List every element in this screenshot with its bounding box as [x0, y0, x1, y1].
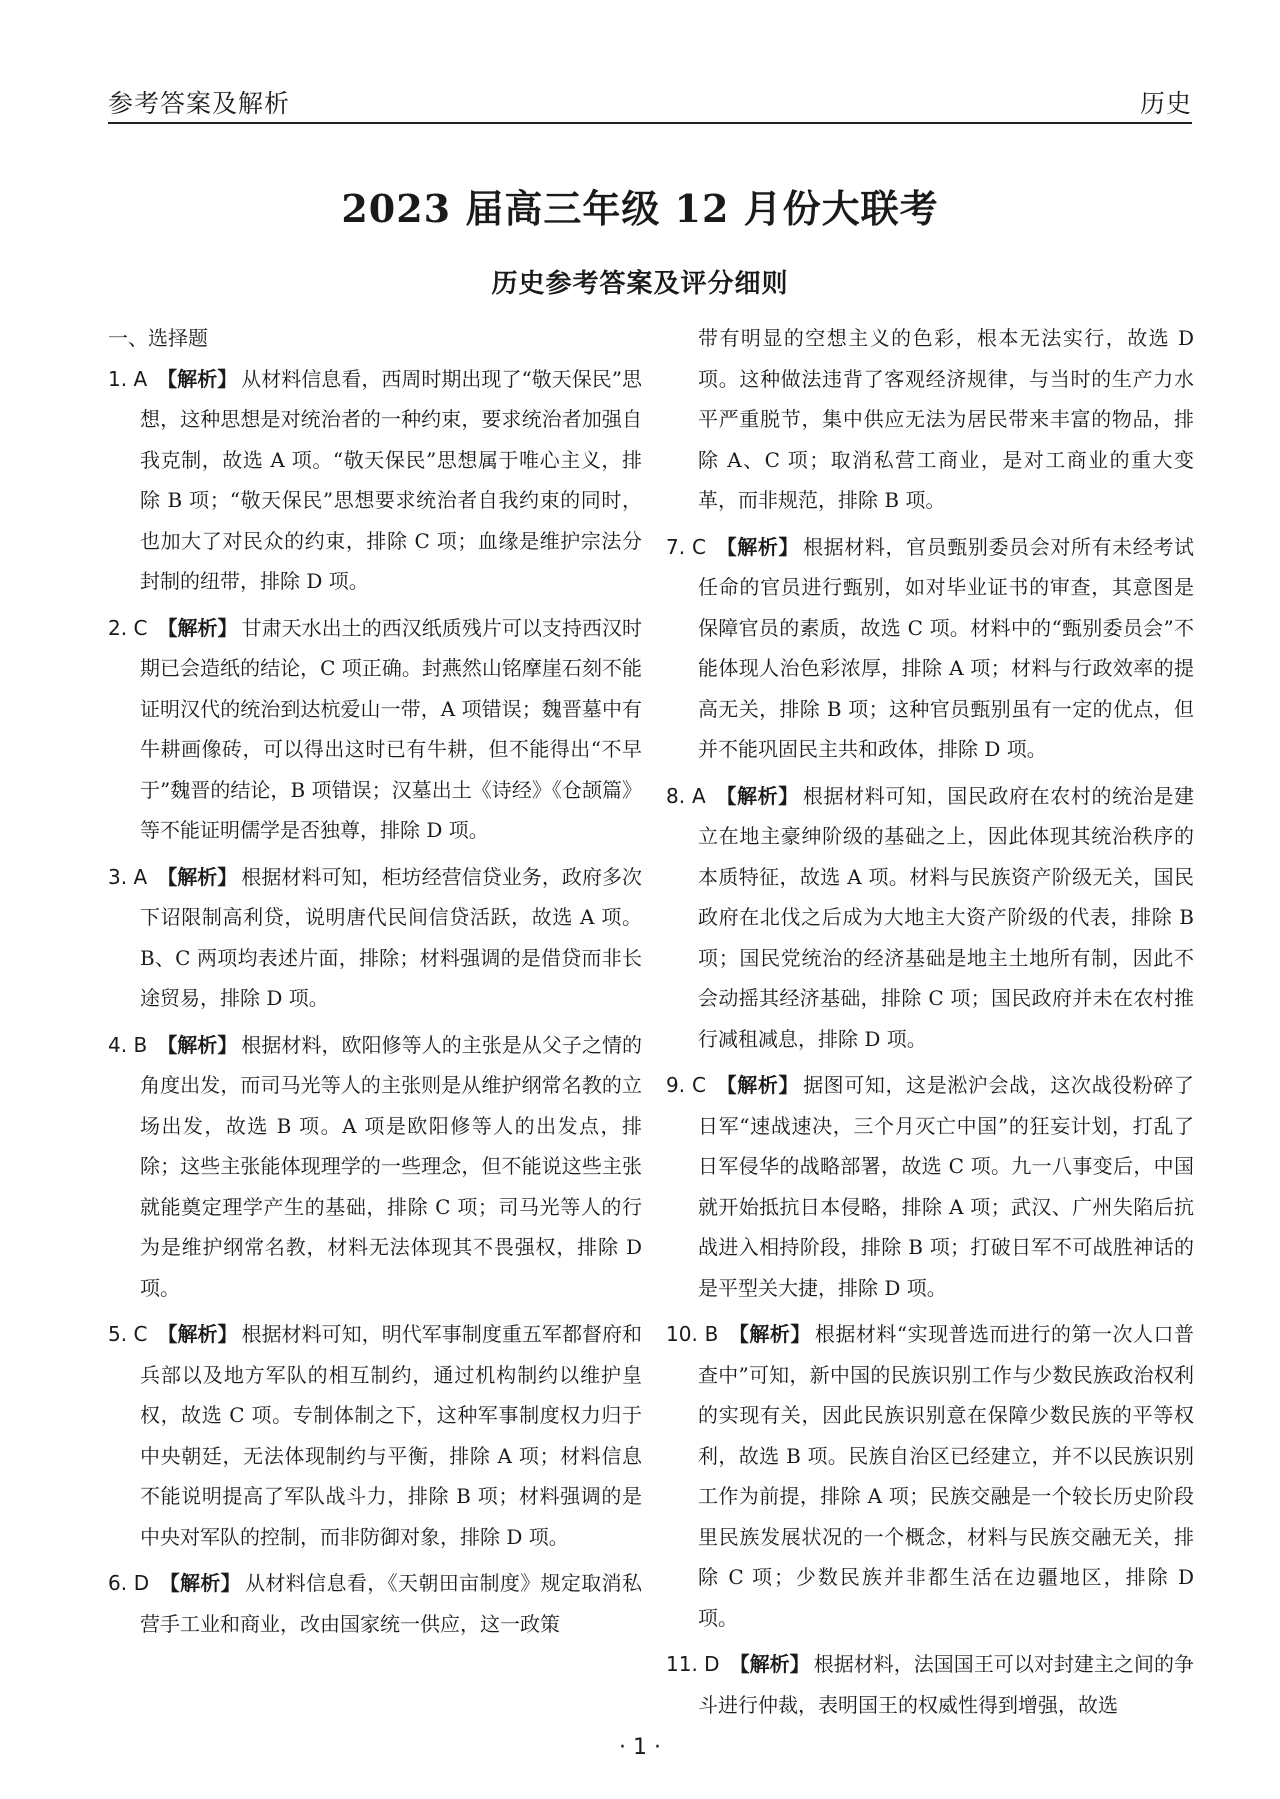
answer-item	[666, 776, 1194, 1060]
analysis-tag: 【解析】	[159, 1571, 242, 1595]
answer-explanation: 根据材料，官员甄别委员会对所有未经考试任命的官员进行甄别，如对毕业证书的审查，其意图是保障官员的素质，故选 C 项。材料中的“甄别委员会”不能体现人治色彩浓厚，排除 A 项；材料与行政效率的提高无关，排除 B 项；这种官员甄别虽有一定的优点，但并不能巩固民主共和政体，排除 D 项。	[698, 534, 1195, 761]
analysis-tag: 【解析】	[157, 615, 238, 640]
header-subject-label: 历史	[1139, 89, 1192, 118]
answer-number: 7. C	[666, 534, 707, 559]
answer-explanation: 根据材料，欧阳修等人的主张是从父子之情的角度出发，而司马光等人的主张则是从维护纲常名教的立场出发，故选 B 项。A 项是欧阳修等人的出发点，排除；这些主张能体现理学的一些理念，但不能说这些主张就能奠定理学产生的基础，排除 C 项；司马光等人的行为是维护纲常名教，材料无法体现其不畏强权，排除 D 项。	[140, 1032, 643, 1300]
analysis-tag: 【解析】	[157, 1322, 238, 1346]
answer-item	[666, 1644, 1194, 1725]
answer-number: 2. C	[108, 615, 148, 640]
analysis-tag: 【解析】	[157, 366, 238, 391]
answer-explanation: 从材料信息看，西周时期出现了“敬天保民”思想，这种思想是对统治者的一种约束，要求统治者加强自我克制，故选 A 项。“敬天保民”思想属于唯心主义，排除 B 项；“敬天保民”思想要求统治者自我约束的同时，也加大了对民众的约束，排除 C 项；血缘是维护宗法分封制的纽带，排除 D 项。	[140, 366, 643, 593]
answer-number: 8. A	[666, 783, 706, 808]
answer-item	[108, 1025, 642, 1309]
answer-number: 5. C	[108, 1322, 148, 1346]
answer-number: 6. D	[108, 1571, 150, 1595]
analysis-tag: 【解析】	[157, 1032, 238, 1057]
left-column	[108, 318, 642, 1650]
answer-item	[666, 1314, 1194, 1638]
analysis-tag: 【解析】	[729, 1652, 810, 1676]
answer-number: 1. A	[108, 366, 148, 391]
analysis-tag: 【解析】	[716, 534, 800, 559]
section-title: 一、选择题	[108, 326, 208, 350]
answer-item	[108, 1563, 642, 1644]
answer-explanation: 根据材料“实现普选而进行的第一次人口普查中”可知，新中国的民族识别工作与少数民族政治权利的实现有关，因此民族识别意在保障少数民族的平等权利，故选 B 项。民族自治区已经建立，并不以民族识别工作为前提，排除 A 项；民族交融是一个较长历史阶段里民族发展状况的一个概念，材料与民族交融无关，排除 C 项；少数民族并非都生活在边疆地区，排除 D 项。	[698, 1322, 1195, 1630]
answer-explanation: 从材料信息看，《天朝田亩制度》规定取消私营手工业和商业，改由国家统一供应，这一政策	[140, 1571, 643, 1636]
analysis-tag: 【解析】	[716, 1073, 800, 1097]
analysis-tag: 【解析】	[715, 783, 799, 808]
answer-number: 10. B	[666, 1322, 719, 1346]
answer-number: 11. D	[666, 1652, 720, 1676]
answer-explanation: 根据材料可知，国民政府在农村的统治是建立在地主豪绅阶级的基础之上，因此体现其统治秩序的本质特征，故选 A 项。材料与民族资产阶级无关，国民政府在北伐之后成为大地主大资产阶级的代表，排除 B 项；国民党统治的经济基础是地主土地所有制，因此不会动摇其经济基础，排除 C 项；国民政府并未在农村推行减租减息，排除 D 项。	[698, 783, 1195, 1051]
answer-item	[666, 1065, 1194, 1308]
analysis-tag: 【解析】	[728, 1322, 811, 1346]
answer-item	[108, 608, 642, 851]
page-header	[108, 78, 1192, 124]
continued-explanation: 带有明显的空想主义的色彩，根本无法实行，故选 D 项。这种做法违背了客观经济规律，与当时的生产力水平严重脱节，集中供应无法为居民带来丰富的物品，排除 A、C 项；取消私营工商业，是对工商业的重大变革，而非规范，排除 B 项。	[698, 326, 1194, 512]
answer-explanation: 甘肃天水出土的西汉纸质残片可以支持西汉时期已会造纸的结论，C 项正确。封燕然山铭摩崖石刻不能证明汉代的统治到达杭爱山一带，A 项错误；魏晋墓中有牛耕画像砖，可以得出这时已有牛耕，但不能得出“不早于”魏晋的结论，B 项错误；汉墓出土《诗经》《仓颉篇》等不能证明儒学是否独尊，排除 D 项。	[140, 615, 643, 842]
left-answer-list	[108, 359, 642, 1645]
answer-item	[108, 1314, 642, 1557]
answer-number: 3. A	[108, 864, 148, 889]
answer-item	[108, 359, 642, 602]
page-number: · 1 ·	[619, 1735, 661, 1760]
answer-number: 4. B	[108, 1032, 148, 1057]
document-subtitle: 历史参考答案及评分细则	[491, 269, 789, 299]
right-column	[666, 318, 1194, 1731]
answer-item	[108, 857, 642, 1019]
answer-explanation: 根据材料可知，明代军事制度重五军都督府和兵部以及地方军队的相互制约，通过机构制约以维护皇权，故选 C 项。专制体制之下，这种军事制度权力归于中央朝廷，无法体现制约与平衡，排除 A 项；材料信息不能说明提高了军队战斗力，排除 B 项；材料强调的是中央对军队的控制，而非防御对象，排除 D 项。	[140, 1322, 643, 1549]
document-title: 2023 届高三年级 12 月份大联考	[341, 186, 939, 231]
answer-number: 9. C	[666, 1073, 707, 1097]
answer-explanation: 根据材料，法国国王可以对封建主之间的争斗进行仲裁，表明国王的权威性得到增强，故选	[698, 1652, 1195, 1717]
right-answer-list	[666, 527, 1194, 1726]
header-left-label: 参考答案及解析	[108, 89, 291, 118]
answer-item	[666, 527, 1194, 770]
answer-explanation: 据图可知，这是淞沪会战，这次战役粉碎了日军“速战速决，三个月灭亡中国”的狂妄计划，打乱了日军侵华的战略部署，故选 C 项。九一八事变后，中国就开始抵抗日本侵略，排除 A 项；武汉、广州失陷后抗战进入相持阶段，排除 B 项；打破日军不可战胜神话的是平型关大捷，排除 D 项。	[698, 1073, 1195, 1300]
analysis-tag: 【解析】	[157, 864, 238, 889]
answer-explanation: 根据材料可知，柜坊经营信贷业务，政府多次下诏限制高利贷，说明唐代民间信贷活跃，故选 A 项。B、C 两项均表述片面，排除；材料强调的是借贷而非长途贸易，排除 D 项。	[140, 864, 643, 1010]
